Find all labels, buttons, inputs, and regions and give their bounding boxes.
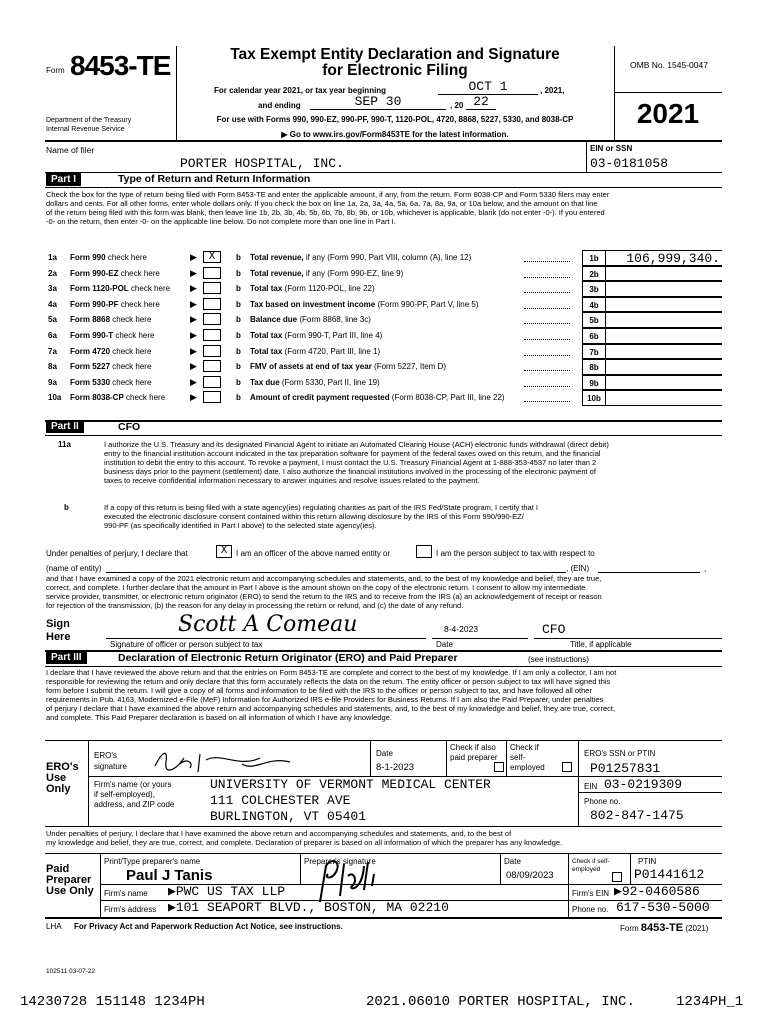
- ptin-label: PTIN: [638, 857, 657, 866]
- ero-firm-city: BURLINGTON, VT 05401: [210, 809, 367, 824]
- line-box-label: 4b: [582, 297, 606, 313]
- prep-firm-address: ▶101 SEAPORT BLVD., BOSTON, MA 02210: [168, 900, 449, 915]
- line-desc: Total tax (Form 4720, Part III, line 1): [250, 346, 381, 356]
- form-title: Tax Exempt Entity Declaration and Signature: [230, 46, 560, 63]
- line-desc: Total tax (Form 990-T, Part III, line 4): [250, 331, 383, 340]
- return-type-checkbox[interactable]: [203, 298, 221, 310]
- line-box-label: 9b: [582, 375, 606, 391]
- line-num: 5a: [48, 315, 57, 325]
- line-desc: Total revenue, if any (Form 990, Part VIII, column (A), line 12): [250, 253, 472, 262]
- text-11b: If a copy of this return is being filed with a state agency(ies) regulating charities as part of the IRS Fed/State program, I certify that I executed the electronic disclosure consent contained within this return allowing disclosure by the IRS of this Form 990/990-EZ/ 990-PF (as specifically identified in Part I above) to the selected state agency(ies).: [104, 503, 538, 530]
- ero-firm-ein: 03-0219309: [604, 777, 683, 792]
- officer-checkbox[interactable]: X: [216, 545, 232, 558]
- prep-name: Paul J Tanis: [126, 867, 213, 884]
- text-11a: I authorize the U.S. Treasury and its designated Financial Agent to initiate an Automated Clearing House (ACH) electronic funds withdrawal (direct debit) entry to the financial institution account indicated in the tax preparation software for payment of the federal taxes owed on this return, and the financial institution to debit the entry to this account. To revoke a payment, I must contact the U.S. Treasury Financial Agent at 1-888-353-4537 no later than 2 business days prior to the payment (settlement) date. I also authorize the financial institutions involved in the processing of the electronic payment of taxes to receive confidential information necessary to answer inquiries and resolve issues related to the payment.: [104, 440, 609, 485]
- end-year: 22: [466, 94, 496, 110]
- ein-label: EIN or SSN: [590, 144, 633, 153]
- line-form: Form 1120-POL check here: [70, 284, 171, 294]
- line-box-label: 5b: [582, 312, 606, 328]
- phone-label: Phone no.: [572, 905, 609, 914]
- line-box-label: 3b: [582, 281, 606, 297]
- self-employed-checkbox[interactable]: [562, 762, 572, 772]
- line-num: 2a: [48, 268, 57, 278]
- firm-ein-label: Firm's EIN: [572, 889, 610, 898]
- officer-title: CFO: [542, 622, 566, 637]
- sign-label: Sign Here: [46, 618, 71, 643]
- ero-ein-label: EIN: [584, 782, 598, 791]
- line-b: b: [236, 315, 241, 325]
- form-ref: Form 8453-TE (2021): [620, 922, 709, 934]
- line-form: Form 990-PF check here: [70, 299, 160, 309]
- line-form: Form 990 check here: [70, 253, 147, 262]
- line-desc: Balance due (Form 8868, line 3c): [250, 315, 371, 325]
- use-for-forms: For use with Forms 990, 990-EZ, 990-PF, 990-T, 1120-POL, 4720, 8868, 5227, 5330, and 8038-CP: [216, 115, 574, 124]
- ein-field-label: , (EIN): [566, 564, 590, 573]
- officer-text: I am an officer of the above named entity or: [236, 549, 391, 558]
- line-amount[interactable]: [606, 375, 722, 391]
- name-entity-label: (name of entity): [46, 564, 102, 573]
- form-prefix: Form: [46, 66, 65, 75]
- line-amount[interactable]: [606, 328, 722, 344]
- form-subtitle: for Electronic Filing: [322, 62, 468, 79]
- line-desc: Total revenue, if any (Form 990-EZ, line 9): [250, 268, 404, 278]
- ein-comma: ,: [704, 564, 707, 573]
- line-form: Form 5330 check here: [70, 377, 152, 387]
- part2-title: CFO: [118, 421, 141, 433]
- prep-name-label: Print/Type preparer's name: [104, 857, 201, 866]
- line-box-label: 10b: [582, 390, 606, 406]
- officer-signature: Scott A Comeau: [178, 612, 358, 637]
- bottom-right-id: 1234PH_1: [676, 994, 744, 1010]
- person-checkbox[interactable]: [416, 545, 432, 558]
- filer-name: PORTER HOSPITAL, INC.: [180, 156, 344, 171]
- line-num: 6a: [48, 331, 57, 340]
- part1-label: Part I: [46, 173, 81, 186]
- line-desc: Tax due (Form 5330, Part II, line 19): [250, 377, 380, 387]
- part3-text: I declare that I have reviewed the above return and that the entries on Form 8453-TE are complete and correct to the best of my knowledge. If I am only a collector, I am not responsible for reviewing the return and only declare that this form accurately reflects the data on the return. The entity officer or person subject to tax will have signed this form before I submit the return. I will give a copy of all forms and information to be filed with the IRS to the officer or person subject to tax, and have followed all other requirements in Pub. 4163, Modernized e-File (MeF) Information for Authorized IRS e-file Providers for Business Returns. If I am also the Paid Preparer, under penalties of perjury I declare that I have examined the above return and accompanying schedules and statements, and, to the best of my knowledge and belief, they are true, correct, and complete. This Paid Preparer declaration is based on all information of which I have any knowledge.: [46, 668, 617, 722]
- line-amount[interactable]: [606, 359, 722, 375]
- prep-date-label: Date: [504, 857, 521, 866]
- line-box-label: 1b: [582, 250, 606, 266]
- line-form: Form 8868 check here: [70, 315, 152, 325]
- check-paid-preparer: Check if also paid preparer: [450, 743, 498, 762]
- prep-self-employed: Check if self-employed: [572, 858, 610, 873]
- cal-year-text: For calendar year 2021, or tax year beginning: [214, 86, 387, 95]
- arrow-icon: ▶: [190, 283, 197, 294]
- line-desc: FMV of assets at end of tax year (Form 5227, Item D): [250, 362, 447, 372]
- prep-sig-label: Preparer's signature: [304, 857, 376, 866]
- firm-label: Firm's name (or yours if self-employed), address, and ZIP code: [94, 780, 175, 809]
- tax-year: 2021: [636, 98, 700, 129]
- year-suffix: , 2021,: [540, 86, 565, 95]
- line-box-label: 7b: [582, 344, 606, 360]
- line-desc: Amount of credit payment requested (Form 8038-CP, Part III, line 22): [250, 393, 505, 403]
- ero-phone-label: Phone no.: [584, 797, 621, 806]
- return-type-checkbox[interactable]: [203, 267, 221, 279]
- begin-date: OCT 1: [438, 79, 538, 95]
- officer-date-label: Date: [436, 640, 453, 649]
- return-type-checkbox[interactable]: [203, 391, 221, 403]
- ero-ssn-label: ERO's SSN or PTIN: [584, 749, 656, 758]
- line-num: 7a: [48, 346, 57, 356]
- arrow-icon: ▶: [190, 267, 197, 278]
- officer-date: 8-4-2023: [444, 624, 479, 634]
- arrow-icon: ▶: [190, 392, 197, 403]
- prep-date: 08/09/2023: [506, 870, 554, 881]
- line-num: 10a: [48, 393, 62, 403]
- prep-firm-name: ▶PWC US TAX LLP: [168, 884, 286, 899]
- line-amount[interactable]: [606, 390, 722, 406]
- firm-name-label: Firm's name: [104, 889, 148, 898]
- line-b: b: [236, 268, 241, 278]
- line-box-label: 2b: [582, 266, 606, 282]
- part3-label: Part III: [46, 651, 87, 664]
- form-number: 8453-TE: [70, 50, 171, 81]
- ero-date-label: Date: [376, 749, 393, 758]
- end-date: SEP 30: [310, 94, 446, 110]
- end-year-prefix: , 20: [450, 101, 464, 110]
- part3-title: Declaration of Electronic Return Originator (ERO) and Paid Preparer: [118, 652, 458, 664]
- paid-preparer-checkbox[interactable]: [494, 762, 504, 772]
- form-code: 102511 03-07-22: [46, 968, 96, 975]
- paid-preparer-use-only: Paid Preparer Use Only: [46, 863, 94, 897]
- line-box-label: 6b: [582, 328, 606, 344]
- ero-firm-phone: 802-847-1475: [590, 808, 684, 823]
- line-num: 9a: [48, 377, 57, 387]
- check-self-employed: Check if self-employed: [510, 743, 545, 772]
- line-desc: Tax based on investment income (Form 990-PF, Part V, line 5): [250, 299, 479, 309]
- part2-label: Part II: [46, 420, 84, 433]
- bottom-center-id: 2021.06010 PORTER HOSPITAL, INC.: [366, 994, 635, 1010]
- line-b: b: [236, 362, 241, 372]
- part3-see: (see instructions): [528, 655, 589, 664]
- arrow-icon: ▶: [190, 376, 197, 387]
- line-b: b: [236, 284, 241, 294]
- line-b: b: [236, 346, 241, 356]
- return-type-checkbox[interactable]: [203, 282, 221, 294]
- bottom-left-id: 14230728 151148 1234PH: [20, 994, 205, 1010]
- prep-firm-ein: ▶92-0460586: [614, 884, 700, 899]
- perjury-text: and that I have examined a copy of the 2021 electronic return and accompanying schedules and statements, and, to the best of my knowledge and belief, they are true, correct, and complete. I further declare that the amount in Part I above is the amount shown on the copy of the electronic return. I consent to allow my intermediate service provider, transmitter, or electronic return originator (ERO) to send the return to the IRS and to receive from the IRS (a) an acknowledgement of receipt or reason for rejection of the transmission, (b) the reason for any delay in processing the return or refund, and (c) the date of any refund.: [46, 574, 602, 610]
- name-of-filer-label: Name of filer: [46, 145, 95, 155]
- lha-label: LHA: [46, 922, 62, 931]
- omb-number: OMB No. 1545-0047: [630, 60, 708, 70]
- perjury-start: Under penalties of perjury, I declare that: [46, 549, 188, 558]
- line-amount[interactable]: 106,999,340.: [606, 250, 722, 266]
- line-b: b: [236, 393, 241, 403]
- prep-ptin: P01441612: [634, 867, 705, 882]
- return-type-checkbox[interactable]: [203, 313, 221, 325]
- line-amount[interactable]: [606, 312, 722, 328]
- filer-ein: 03-0181058: [590, 156, 669, 171]
- line-num: 8a: [48, 362, 57, 372]
- line-form: Form 8038-CP check here: [70, 393, 166, 403]
- line-amount[interactable]: [606, 281, 722, 297]
- ero-use-only: ERO's Use Only: [46, 761, 79, 795]
- and-ending: and ending: [258, 101, 301, 110]
- perjury-preparer: Under penalties of perjury, I declare that I have examined the above return and accompanying schedules and statements, and, to the best of my knowledge and belief, they are true, correct, and complete. Declaration of preparer is based on all information of which the preparer has any knowledge.: [46, 829, 563, 847]
- line-b: b: [236, 299, 241, 309]
- line-11a: 11a: [58, 440, 71, 449]
- line-b: b: [236, 331, 241, 340]
- return-type-checkbox[interactable]: [203, 376, 221, 388]
- prep-phone: 617-530-5000: [616, 900, 710, 915]
- line-desc: Total tax (Form 1120-POL, line 22): [250, 284, 375, 294]
- arrow-icon: ▶: [190, 361, 197, 372]
- line-form: Form 990-T check here: [70, 331, 155, 340]
- goto-link[interactable]: ▶ Go to www.irs.gov/Form8453TE for the latest information.: [281, 130, 509, 139]
- line-form: Form 4720 check here: [70, 346, 152, 356]
- line-box-label: 8b: [582, 359, 606, 375]
- ero-ptin: P01257831: [590, 761, 661, 776]
- prep-self-employed-checkbox[interactable]: [612, 872, 622, 882]
- arrow-icon: ▶: [190, 314, 197, 325]
- firm-address-label: Firm's address: [104, 905, 157, 914]
- line-b: b: [236, 253, 241, 262]
- dept-treasury: Department of the Treasury: [46, 117, 132, 124]
- ero-signature-scribble: [150, 744, 300, 776]
- ero-sig-label: ERO's signature: [94, 751, 127, 771]
- line-b: b: [236, 377, 241, 387]
- return-type-checkbox[interactable]: [203, 329, 221, 341]
- line-amount[interactable]: [606, 297, 722, 313]
- line-11b: b: [64, 503, 69, 512]
- line-amount[interactable]: [606, 344, 722, 360]
- ero-firm-address: 111 COLCHESTER AVE: [210, 793, 351, 808]
- arrow-icon: ▶: [190, 298, 197, 309]
- return-type-checkbox[interactable]: [203, 345, 221, 357]
- part1-instructions: Check the box for the type of return being filed with Form 8453-TE and enter the applicable amount, if any, from the return. Form 8038-CP and Form 5330 filers may enter dollars and cents. For all other forms, enter whole dollars only. If you check the box on line 1a, 2a, 3a, 4a, 5a, 6a, 7a, 8a, 9a, or 10a below, and the amount on that line of the return being filed with this form was blank, then leave line 1b, 2b, 3b, 4b, 5b, 6b, 7b, 8b, 9b, or 10b, whichever is applicable, blank (do not enter -0-). If you entered -0- on the return, then enter -0- on the applicable line below. Do not complete more than one line in Part I.: [46, 190, 610, 226]
- person-text: I am the person subject to tax with respect to: [436, 549, 595, 558]
- arrow-icon: ▶: [190, 330, 197, 340]
- preparer-signature-scribble: [306, 856, 396, 906]
- line-num: 4a: [48, 299, 57, 309]
- line-form: Form 990-EZ check here: [70, 268, 160, 278]
- line-form: Form 5227 check here: [70, 362, 152, 372]
- arrow-icon: ▶: [190, 252, 197, 262]
- line-num: 1a: [48, 253, 57, 262]
- return-type-checkbox[interactable]: [203, 360, 221, 372]
- ero-firm-name: UNIVERSITY OF VERMONT MEDICAL CENTER: [210, 777, 491, 792]
- privacy-notice: For Privacy Act and Paperwork Reduction Act Notice, see instructions.: [74, 922, 343, 931]
- arrow-icon: ▶: [190, 345, 197, 356]
- part1-title: Type of Return and Return Information: [118, 173, 311, 185]
- officer-title-label: Title, if applicable: [570, 640, 632, 649]
- irs-label: Internal Revenue Service: [46, 126, 125, 133]
- line-amount[interactable]: [606, 266, 722, 282]
- line-num: 3a: [48, 284, 57, 294]
- return-type-checkbox[interactable]: X: [203, 251, 221, 263]
- ero-date: 8-1-2023: [376, 762, 415, 773]
- officer-sig-label: Signature of officer or person subject to tax: [110, 640, 263, 649]
